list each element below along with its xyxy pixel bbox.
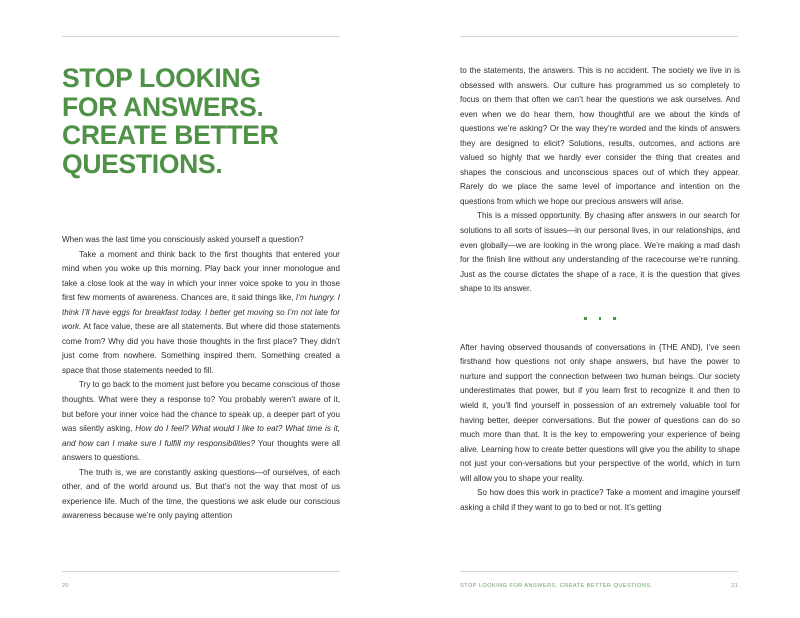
page-number-left: 20: [62, 583, 69, 589]
right-text-after-divider: [460, 341, 740, 516]
body-text: Your thoughts were all answers to questions.: [62, 438, 340, 463]
body-paragraph: [460, 486, 740, 515]
divider-dot: [584, 317, 587, 320]
section-dot-divider: [460, 311, 740, 326]
body-text: Try to go back to the moment just before you became conscious of those thoughts. What were they a response to? You probably weren’t aware of it, but before your inner voice had the chance to speak up, a deeper part of you was silently asking,: [62, 380, 340, 434]
page-rule-top-left: [62, 36, 340, 37]
chapter-title-line: CREATE BETTER: [62, 120, 279, 150]
body-paragraph: [62, 248, 340, 379]
emphasis-text: How do I feel? What would I like to eat? What time is it, and how can I make sure I fulfill my responsibilities?: [62, 424, 341, 448]
body-paragraph: [62, 233, 340, 248]
body-text: At face value, these are all statements. But where did those statements come from? Why did you have those thoughts in the first place? They didn’t just come from nowhere. Something inspired them. Something created a space that those statements needed to fill.: [62, 322, 340, 375]
left-text-column: [62, 233, 340, 524]
page-number-right: 21: [731, 583, 738, 589]
divider-dot: [613, 317, 616, 320]
page-rule-bottom-left: [62, 571, 340, 572]
body-text: The truth is, we are constantly asking questions—of ourselves, of each other, and of the world around us. But that’s not the way that most of us experience life. Much of the time, the questions we ask elude our conscious awareness because we’re only paying attention: [62, 467, 340, 521]
right-text-column: [460, 64, 740, 515]
page-rule-bottom-right: [460, 571, 738, 572]
body-text: When was the last time you consciously asked yourself a question?: [62, 235, 304, 244]
right-text-before-divider: [460, 64, 740, 297]
right-page: [400, 0, 800, 618]
body-text: This is a missed opportunity. By chasing after answers in our search for solutions to all sorts of issues—in our personal lives, in our relationships, and even globally—we are looking in the wrong place. We’re making a mad dash for the finish line without any understanding of the racecourse we’re running. Just as the course dictates the shape of a race, it is the question that gives shape to its answer.: [460, 211, 740, 294]
body-text: Take a moment and think back to the first thoughts that entered your mind when you woke up this morning. Play back your inner monologue and take a close look at the way in which your inner voice spoke to you in those first few moments of awareness. Chances are, it said things like,: [62, 249, 340, 303]
running-head: STOP LOOKING FOR ANSWERS. CREATE BETTER QUESTIONS.: [460, 583, 653, 589]
chapter-title-line: FOR ANSWERS.: [62, 91, 264, 122]
body-text: So how does this work in practice? Take a moment and imagine yourself asking a child if they want to go to bed or not. It’s getting: [460, 488, 740, 512]
body-paragraph: [62, 378, 340, 465]
emphasis-text: I’m hungry. I think I’ll have eggs for breakfast today. I better get moving so I’m not late for work.: [62, 293, 340, 332]
body-text: After having observed thousands of conversations in {THE AND}, I’ve seen firsthand how questions not only shape answers, but have the power to nurture and support the connection between two human beings. Our society underestimates that power, but if you learn first to recognize it and then to wield it, you’ll find yourself in possession of an extremely valuable tool for having better, deeper conversations. But the power of questions can do so much more than that. It is the key to empowering your experience of being alive. Learning how to create better questions will give you the ability to shape not just your con-versations but your perspective of the world, which in turn will allow you to shape your reality.: [460, 342, 740, 483]
body-text: to the statements, the answers. This is no accident. The society we live in is obsessed with answers. Our culture has programmed us so completely to focus on them that often we can’t hear the questions we ask ourselves. And even when we do hear them, how thoughtful are we about the kinds of questions we’re asking? Or the way they’re worded and the kinds of answers they are designed to elicit? Solutions, results, outcomes, and actions are valued so highly that we hardly ever consider the thing that creates and shapes the conscious and unconscious spaces out of which they appear. Rarely do we place the same level of importance and intention on the questions from which we hope our precious answers will arise.: [460, 66, 740, 206]
page-rule-top-right: [460, 36, 738, 37]
divider-dot: [599, 317, 602, 320]
body-paragraph: [62, 466, 340, 524]
chapter-title-line: STOP LOOKING: [62, 63, 261, 93]
chapter-title-line: QUESTIONS.: [62, 148, 223, 179]
body-paragraph: [460, 341, 740, 486]
body-paragraph: [460, 64, 740, 209]
chapter-title: [62, 64, 342, 178]
body-paragraph: [460, 209, 740, 296]
